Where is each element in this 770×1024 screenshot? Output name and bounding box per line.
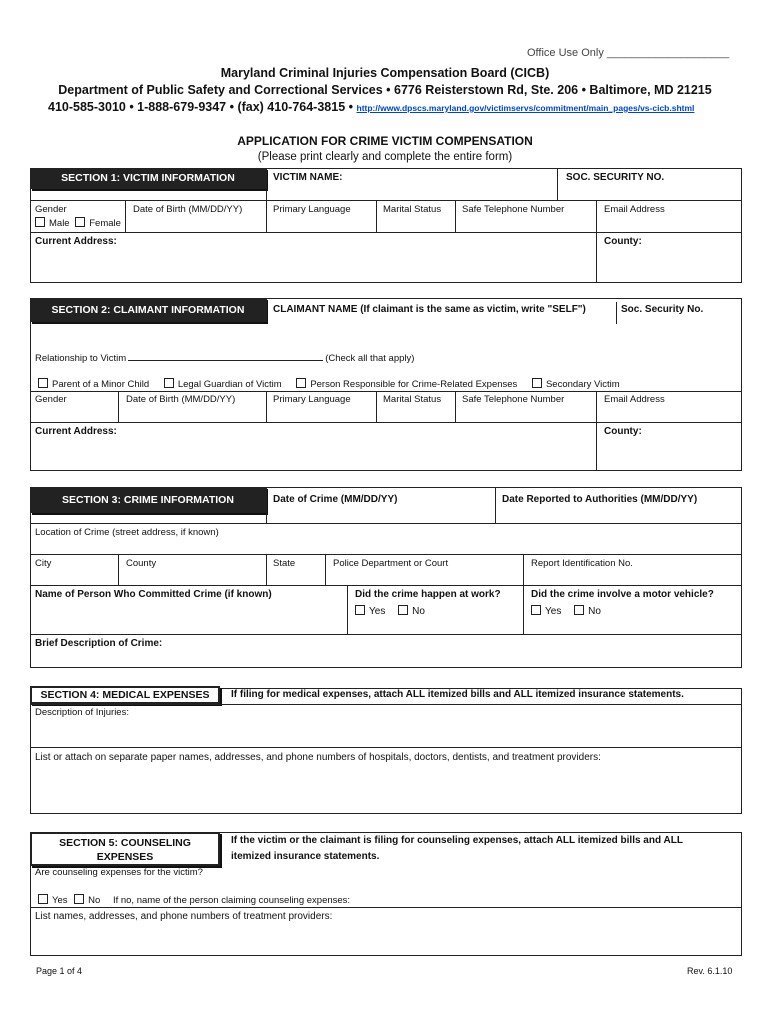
medical-providers-label: List or attach on separate paper names, addresses, and phone numbers of hospitals, doctors, dentists, and treatment providers: — [35, 752, 601, 763]
victim-name-field[interactable] — [267, 188, 555, 198]
guardian-label: Legal Guardian of Victim — [177, 379, 282, 390]
city-label: City — [35, 558, 52, 569]
at-work-options — [355, 605, 425, 617]
parent-checkbox[interactable] — [38, 378, 48, 388]
state-label: State — [273, 558, 296, 569]
claimant-name-field[interactable] — [270, 322, 610, 340]
responsible-person-checkbox[interactable] — [296, 378, 306, 388]
relationship-label: Relationship to Victim — [35, 353, 127, 364]
victim-name-label: VICTIM NAME: — [273, 172, 343, 183]
date-reported-field[interactable] — [500, 510, 738, 522]
claimant-ssn-field[interactable] — [621, 322, 739, 340]
motor-no-label: No — [588, 606, 601, 617]
section2-heading: SECTION 2: CLAIMANT INFORMATION — [30, 298, 266, 322]
victim-ssn-label: SOC. SECURITY NO. — [566, 172, 665, 183]
section5-heading-line1: SECTION 5: COUNSELING — [59, 837, 191, 849]
claimant-marital-label: Marital Status — [383, 394, 442, 405]
injuries-field[interactable] — [32, 720, 738, 745]
date-of-crime-label: Date of Crime (MM/DD/YY) — [273, 494, 398, 505]
victim-marital-label: Marital Status — [383, 204, 442, 215]
claimant-phone-label: Safe Telephone Number — [462, 394, 565, 405]
counseling-no-checkbox[interactable] — [74, 894, 84, 904]
claimant-dob-label: Date of Birth (MM/DD/YY) — [126, 394, 236, 405]
claimant-address-field[interactable] — [32, 440, 592, 468]
victim-county-label: County: — [604, 236, 642, 247]
victim-address-field[interactable] — [32, 250, 592, 280]
counseling-yes-checkbox[interactable] — [38, 894, 48, 904]
counseling-note-line2: itemized insurance statements. — [231, 851, 380, 862]
victim-address-label: Current Address: — [35, 236, 117, 247]
motor-no-checkbox[interactable] — [574, 605, 584, 615]
form-subtitle: (Please print clearly and complete the entire form) — [257, 151, 513, 163]
form-title: APPLICATION FOR CRIME VICTIM COMPENSATION — [237, 134, 533, 148]
victim-male-checkbox[interactable] — [35, 217, 45, 227]
motor-yes-label: Yes — [545, 606, 562, 617]
medical-note: If filing for medical expenses, attach ALL itemized bills and ALL itemized insurance statements. — [231, 689, 684, 700]
counseling-providers-field[interactable] — [32, 926, 738, 954]
victim-county-field[interactable] — [600, 250, 738, 280]
victim-ssn-field[interactable] — [560, 188, 740, 198]
counseling-if-no-label: If no, name of the person claiming counseling expenses: — [112, 895, 351, 906]
website-link[interactable]: http://www.dpscs.maryland.gov/victimservs/commitment/main_pages/vs-cicb.shtml — [356, 103, 695, 113]
guardian-checkbox[interactable] — [164, 378, 174, 388]
at-work-yes-checkbox[interactable] — [355, 605, 365, 615]
date-of-crime-field[interactable] — [270, 510, 490, 522]
perpetrator-label: Name of Person Who Committed Crime (if known) — [35, 589, 272, 600]
phone-numbers: 410-585-3010 • 1-888-679-9347 • (fax) 410-764-3815 • — [48, 100, 354, 114]
at-work-no-label: No — [412, 606, 425, 617]
crime-location-field[interactable] — [32, 540, 738, 552]
claimant-county-field[interactable] — [600, 440, 738, 468]
crime-description-label: Brief Description of Crime: — [35, 638, 163, 649]
at-work-no-checkbox[interactable] — [398, 605, 408, 615]
perpetrator-field[interactable] — [32, 605, 342, 631]
date-reported-label: Date Reported to Authorities (MM/DD/YY) — [502, 494, 698, 505]
motor-vehicle-label: Did the crime involve a motor vehicle? — [531, 589, 714, 600]
section4-heading: SECTION 4: MEDICAL EXPENSES — [30, 686, 220, 704]
victim-gender-label: Gender — [35, 204, 67, 215]
police-label: Police Department or Court — [333, 558, 449, 569]
victim-female-label: Female — [89, 218, 121, 229]
counseling-options — [38, 894, 350, 906]
victim-language-label: Primary Language — [273, 204, 351, 215]
page-number: Page 1 of 4 — [36, 966, 83, 976]
report-id-label: Report Identification No. — [531, 558, 633, 569]
relationship-field[interactable] — [128, 350, 323, 361]
claimant-name-label: CLAIMANT NAME (If claimant is the same as victim, write "SELF") — [273, 304, 586, 315]
check-all-label: (Check all that apply) — [325, 353, 415, 364]
at-work-yes-label: Yes — [369, 606, 386, 617]
claimant-gender-label: Gender — [35, 394, 67, 405]
secondary-victim-checkbox[interactable] — [532, 378, 542, 388]
parent-label: Parent of a Minor Child — [52, 379, 150, 390]
board-name: Maryland Criminal Injuries Compensation Board (CICB) — [220, 66, 550, 80]
claimant-address-label: Current Address: — [35, 426, 117, 437]
section3-heading: SECTION 3: CRIME INFORMATION — [30, 487, 266, 513]
section5-heading — [30, 832, 220, 866]
victim-phone-label: Safe Telephone Number — [462, 204, 565, 215]
counseling-question: Are counseling expenses for the victim? — [35, 867, 203, 878]
motor-yes-checkbox[interactable] — [531, 605, 541, 615]
relationship-options — [38, 378, 620, 390]
responsible-person-label: Person Responsible for Crime-Related Expenses — [310, 379, 518, 390]
section5-heading-line2: EXPENSES — [96, 851, 154, 863]
claimant-ssn-label: Soc. Security No. — [621, 304, 704, 315]
motor-vehicle-options — [531, 605, 601, 617]
medical-providers-field[interactable] — [32, 768, 738, 812]
victim-gender-options — [35, 217, 121, 229]
revision: Rev. 6.1.10 — [687, 966, 733, 976]
counseling-yes-label: Yes — [52, 895, 68, 906]
injuries-label: Description of Injuries: — [35, 707, 129, 718]
crime-location-label: Location of Crime (street address, if known) — [35, 527, 219, 538]
section1-heading: SECTION 1: VICTIM INFORMATION — [30, 168, 266, 189]
claimant-language-label: Primary Language — [273, 394, 351, 405]
at-work-label: Did the crime happen at work? — [355, 589, 501, 600]
counseling-providers-label: List names, addresses, and phone numbers of treatment providers: — [35, 911, 333, 922]
counseling-no-label: No — [88, 895, 101, 906]
relationship-row — [35, 350, 414, 364]
victim-male-label: Male — [49, 218, 70, 229]
crime-description-field[interactable] — [32, 652, 738, 666]
county-label: County — [126, 558, 157, 569]
phone-line — [48, 100, 694, 114]
victim-female-checkbox[interactable] — [75, 217, 85, 227]
secondary-victim-label: Secondary Victim — [545, 379, 620, 390]
claimant-email-label: Email Address — [604, 394, 665, 405]
claimant-county-label: County: — [604, 426, 642, 437]
counseling-note-line1: If the victim or the claimant is filing for counseling expenses, attach ALL itemized bills and ALL — [231, 835, 683, 846]
department-line: Department of Public Safety and Correctional Services • 6776 Reisterstown Rd, Ste. 206 • Baltimore, MD 21215 — [58, 83, 712, 97]
victim-dob-label: Date of Birth (MM/DD/YY) — [133, 204, 243, 215]
office-use-only: Office Use Only ____________________ — [527, 47, 730, 59]
victim-email-label: Email Address — [604, 204, 665, 215]
